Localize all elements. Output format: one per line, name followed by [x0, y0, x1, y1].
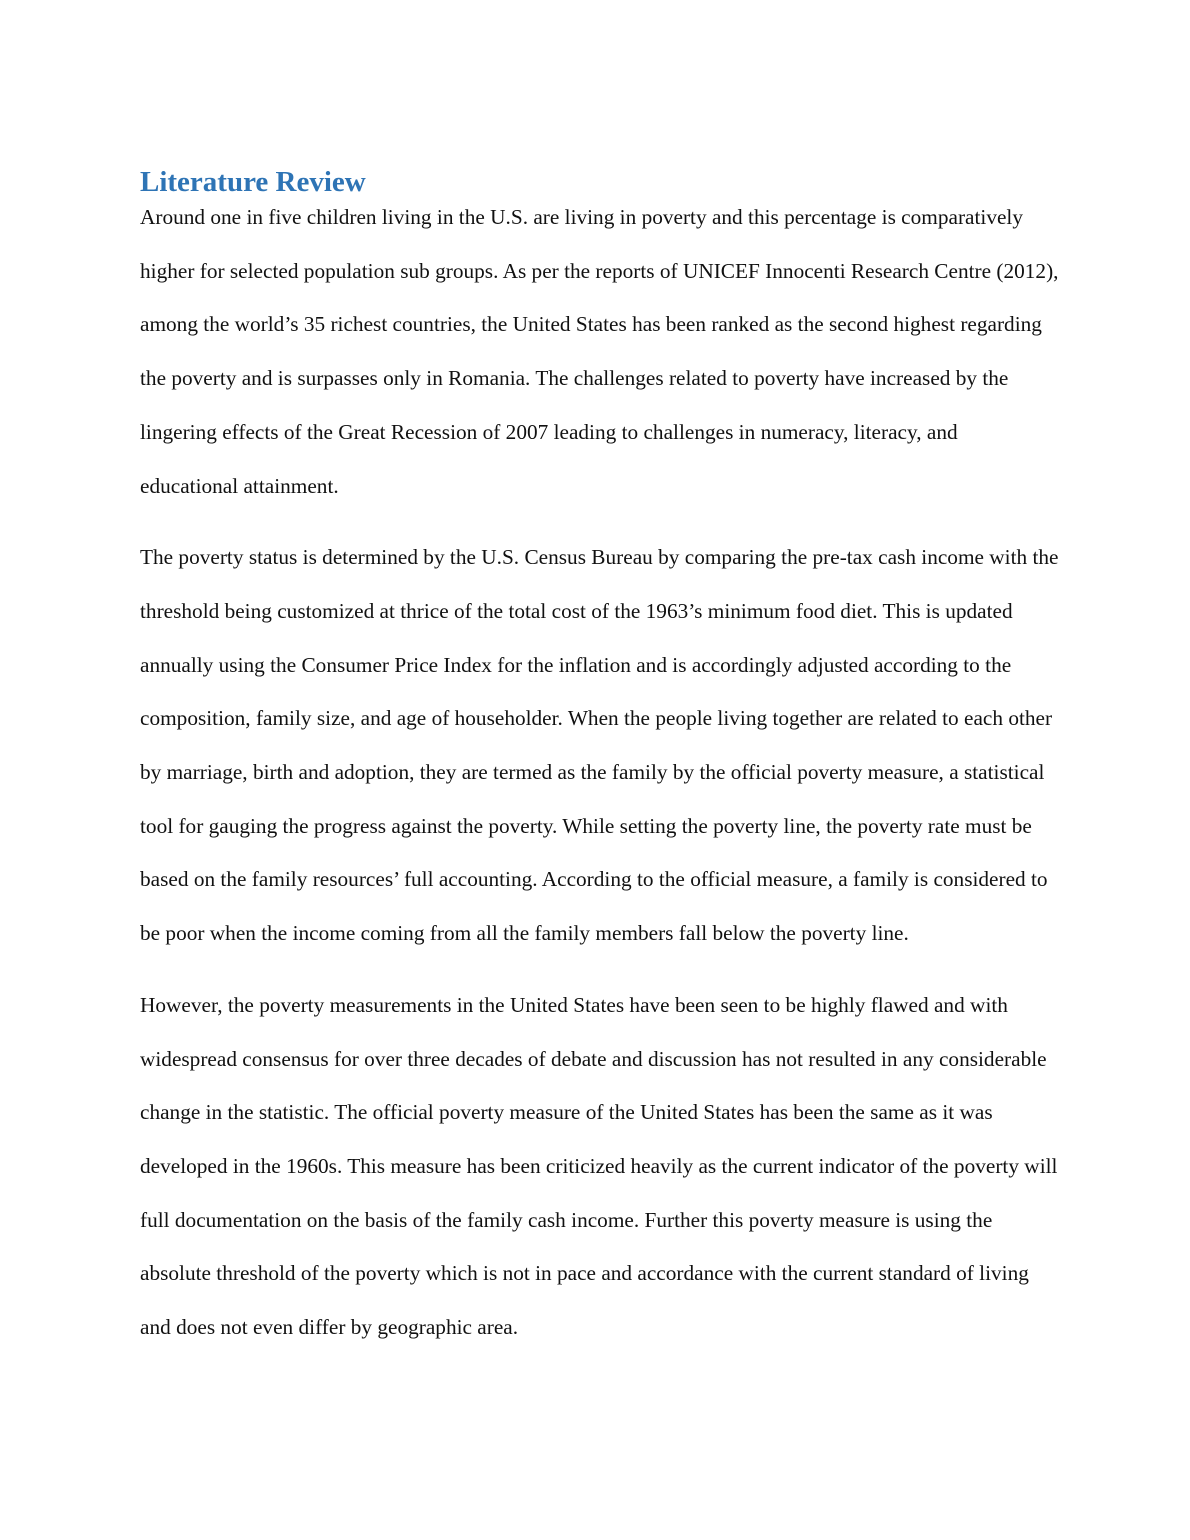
paragraph-measurement-flaws: However, the poverty measurements in the United States have been seen to be highly flawed and with widespread consensus for over three decades of debate and discussion has not resulted in any considerable change in the statistic. The official poverty measure of the United States has been the same as it was developed in the 1960s. This measure has been criticized heavily as the current indicator of the poverty will full documentation on the basis of the family cash income. Further this poverty measure is using the absolute threshold of the poverty which is not in pace and accordance with the current standard of living and does not even differ by geographic area. — [140, 992, 1058, 1340]
document-body — [140, 160, 1060, 1355]
section-heading: Literature Review — [140, 166, 366, 198]
paragraph-poverty-status: The poverty status is determined by the U.S. Census Bureau by comparing the pre-tax cash income with the threshold being customized at thrice of the total cost of the 1963’s minimum food diet. This is updated annually using the Consumer Price Index for the inflation and is accordingly adjusted according to the composition, family size, and age of householder. When the people living together are related to each other by marriage, birth and adoption, they are termed as the family by the official poverty measure, a statistical tool for gauging the progress against the poverty. While setting the poverty line, the poverty rate must be based on the family resources’ full accounting. According to the official measure, a family is considered to be poor when the income coming from all the family members fall below the poverty line. — [140, 545, 1059, 946]
paragraph-child-poverty: Around one in five children living in the U.S. are living in poverty and this percentage is comparatively higher for selected population sub groups. As per the reports of UNICEF Innocenti Research Centre (2012), among the world’s 35 richest countries, the United States has been ranked as the second highest regarding the poverty and is surpasses only in Romania. The challenges related to poverty have increased by the lingering effects of the Great Recession of 2007 leading to challenges in numeracy, literacy, and educational attainment. — [140, 205, 1059, 498]
